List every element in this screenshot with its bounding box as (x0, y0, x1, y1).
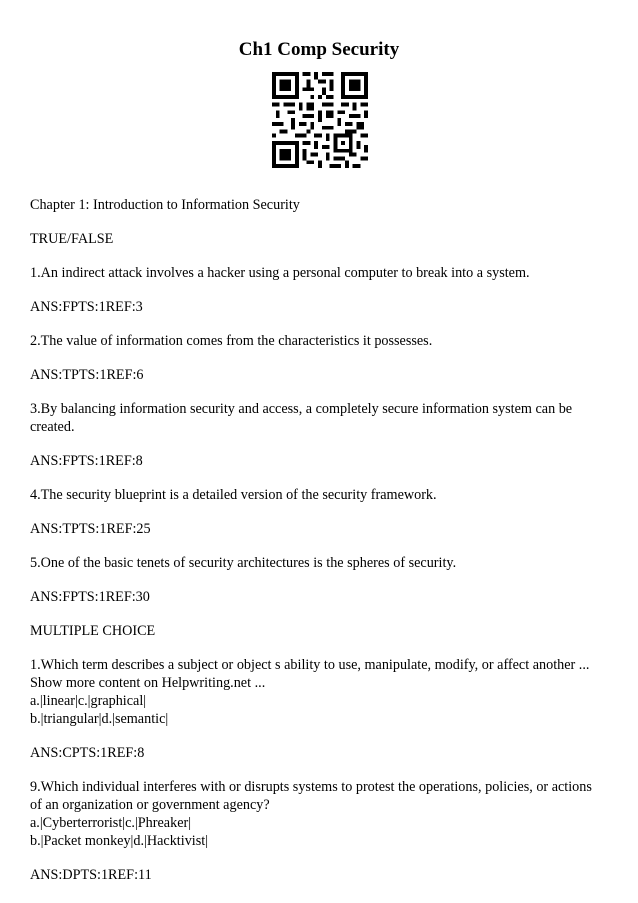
tf-question: 2.The value of information comes from the characteristics it possesses. (30, 333, 433, 349)
show-more-text: Show more content on Helpwriting.net ... (30, 675, 266, 691)
tf-answer: ANS:FPTS:1REF:30 (30, 589, 150, 605)
section-heading-true-false: TRUE/FALSE (30, 231, 114, 247)
tf-answer: ANS:TPTS:1REF:25 (30, 521, 151, 537)
tf-answer: ANS:TPTS:1REF:6 (30, 367, 144, 383)
tf-question: 5.One of the basic tenets of security architectures is the spheres of security. (30, 555, 457, 571)
tf-question: 3.By balancing information security and access, a completely secure information system can be created. (30, 401, 573, 435)
mc-answer: ANS:CPTS:1REF:8 (30, 745, 145, 761)
mc-question-block (30, 778, 615, 850)
tf-answer: ANS:FPTS:1REF:8 (30, 453, 143, 469)
mc-question-line: 1.Which term describes a subject or object s ability to use, manipulate, modify, or affect another ... (30, 657, 590, 673)
document-title: Ch1 Comp Security (238, 39, 400, 60)
section-heading-multiple-choice: MULTIPLE CHOICE (30, 623, 156, 639)
qr-code-icon (272, 72, 368, 168)
tf-answer: ANS:FPTS:1REF:3 (30, 299, 143, 315)
mc-question-line: of an organization or government agency? (30, 797, 270, 813)
mc-options: a.|Cyberterrorist|c.|Phreaker| (30, 815, 192, 831)
mc-question-line: 9.Which individual interferes with or disrupts systems to protest the operations, policies, or actions (30, 779, 592, 795)
tf-question: 4.The security blueprint is a detailed version of the security framework. (30, 487, 437, 503)
mc-question-block (30, 656, 615, 728)
mc-options: a.|linear|c.|graphical| (30, 693, 147, 709)
document-body (30, 196, 615, 900)
mc-options: b.|triangular|d.|semantic| (30, 711, 169, 727)
mc-answer: ANS:DPTS:1REF:11 (30, 867, 152, 883)
tf-question: 1.An indirect attack involves a hacker using a personal computer to break into a system. (30, 265, 530, 281)
mc-options: b.|Packet monkey|d.|Hacktivist| (30, 833, 209, 849)
chapter-heading: Chapter 1: Introduction to Information Security (30, 197, 300, 213)
